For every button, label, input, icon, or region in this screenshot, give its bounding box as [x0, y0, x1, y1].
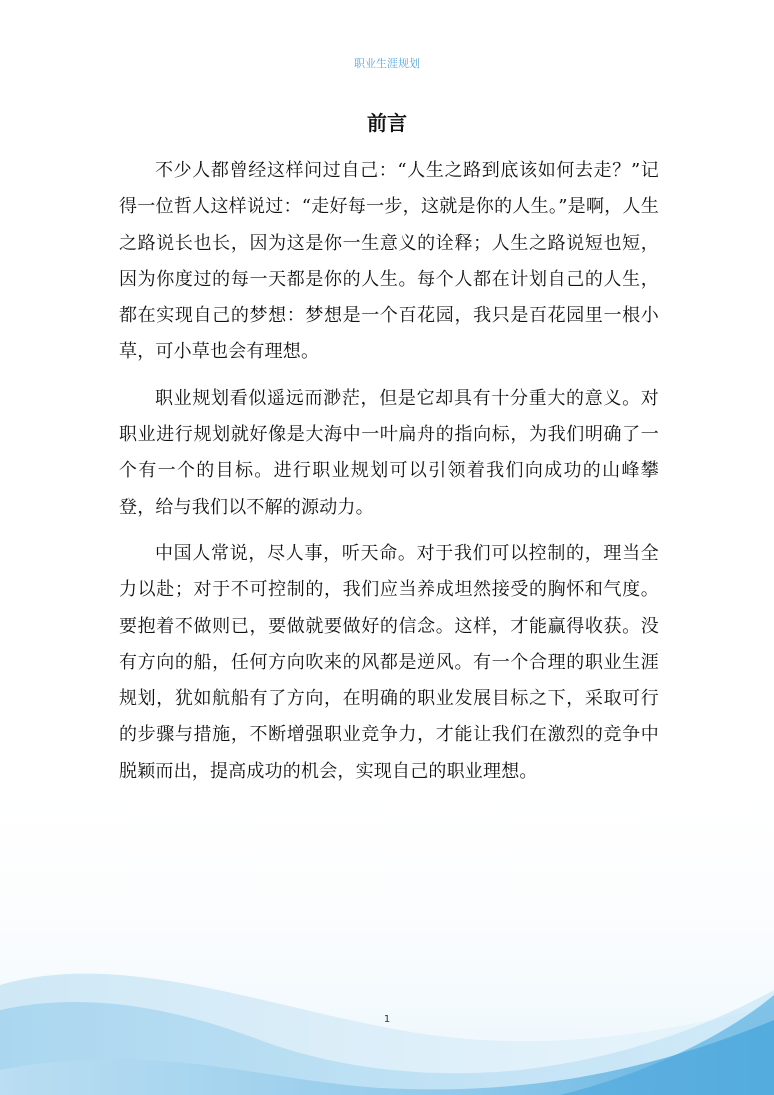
paragraph-1: 不少人都曾经这样问过自己：“人生之路到底该如何去走？”记得一位哲人这样说过：“走好每一步，这就是你的人生。”是啊，人生之路说长也长，因为这是你一生意义的诠释；人生之路说短也短，因为你度过的每一天都是你的人生。每个人都在计划自己的人生，都在实现自己的梦想：梦想是一个百花园，我只是百花园里一根小草，可小草也会有理想。: [119, 160, 659, 363]
paragraph-2: 职业规划看似遥远而渺茫，但是它却具有十分重大的意义。对职业进行规划就好像是大海中一叶扁舟的指向标，为我们明确了一个有一个的目标。进行职业规划可以引领着我们向成功的山峰攀登，给与我们以不解的源动力。: [119, 387, 659, 518]
running-header: 职业生涯规划: [354, 57, 420, 70]
body-text: [119, 153, 659, 800]
paragraph-3: 中国人常说，尽人事，听天命。对于我们可以控制的，理当全力以赴；对于不可控制的，我们应当养成坦然接受的胸怀和气度。要抱着不做则已，要做就要做好的信念。这样，才能赢得收获。没有方向的船，任何方向吹来的风都是逆风。有一个合理的职业生涯规划，犹如航船有了方向，在明确的职业发展目标之下，采取可行的步骤与措施，不断增强职业竞争力，才能让我们在激烈的竞争中脱颖而出，提高成功的机会，实现自己的职业理想。: [119, 542, 659, 782]
page-number: 1: [383, 1014, 391, 1025]
page-title: 前言: [367, 111, 407, 135]
